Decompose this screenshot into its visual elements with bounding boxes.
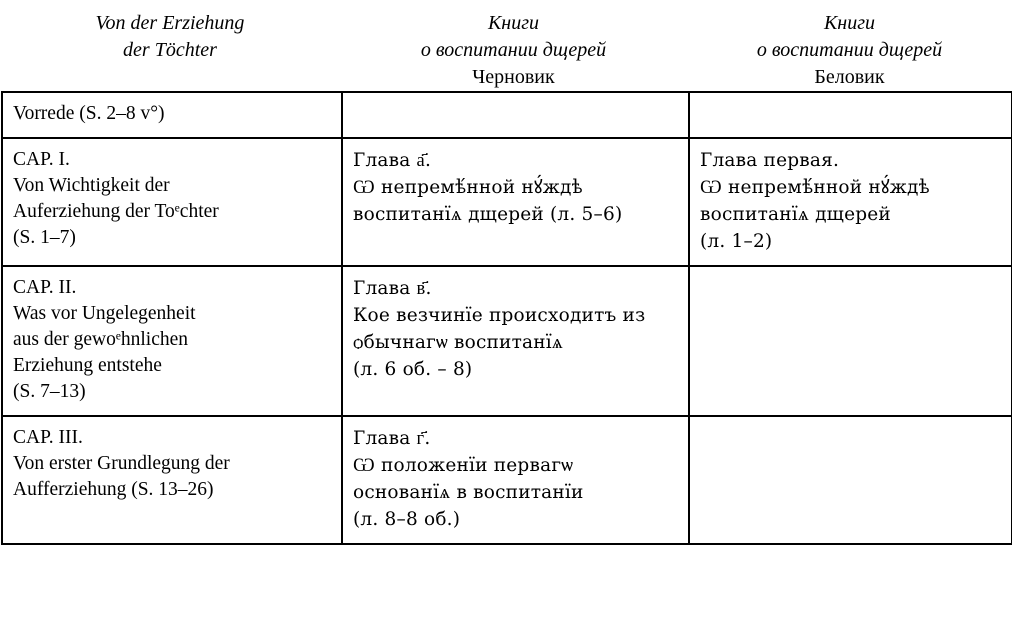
- fair-text-line: Ѡ непремѣ́нной нꙋ́ждѣ: [700, 177, 930, 198]
- cell-draft-cap2: [342, 266, 689, 416]
- german-text-line: (S. 1–7): [13, 227, 76, 248]
- column-header-draft-line1: Книги: [487, 12, 539, 34]
- cell-fair-cap3: [689, 416, 1012, 544]
- cell-draft-cap3: [342, 416, 689, 544]
- cell-german-vorrede: [2, 92, 342, 138]
- draft-text-line: Ѡ положенїи первагѡ: [353, 455, 574, 476]
- table-row: [2, 92, 1012, 138]
- draft-text-line: Глава г҃.: [353, 428, 431, 449]
- german-text-line: CAP. II.: [13, 277, 77, 298]
- draft-text-line: Кое везчинїе происходитъ из: [353, 305, 646, 326]
- german-text-line: Was vor Ungelegenheit: [13, 303, 196, 324]
- german-text-line: Vorrede (S. 2–8 v°): [13, 103, 165, 124]
- german-text-line: CAP. I.: [13, 149, 70, 170]
- cell-fair-cap1: [689, 138, 1012, 266]
- column-header-fair: [687, 10, 1012, 91]
- column-header-draft-line2: о воспитании дщерей: [420, 39, 607, 61]
- fair-text-line: Глава первая.: [700, 150, 840, 171]
- german-text-line: Auferziehung der Toᵉchter: [13, 201, 219, 222]
- cell-draft-cap1: [342, 138, 689, 266]
- column-header-fair-line2: о воспитании дщерей: [756, 39, 943, 61]
- draft-folio-reference: (л. 8–8 об.): [353, 509, 461, 530]
- draft-text-line: Глава а҃.: [353, 150, 432, 171]
- draft-text-line: ѻбычнагѡ воспитанїѧ: [353, 332, 564, 353]
- german-text-line: Erziehung entstehe: [13, 355, 162, 376]
- cell-fair-cap2: [689, 266, 1012, 416]
- german-text-line: (S. 7–13): [13, 381, 86, 402]
- cell-german-cap3: [2, 416, 342, 544]
- cell-fair-vorrede: [689, 92, 1012, 138]
- draft-folio-reference: (л. 6 об. – 8): [353, 359, 473, 380]
- draft-text-line: воспитанїѧ дщерей (л. 5–6): [353, 204, 623, 225]
- column-header-german-line1: Von der Erziehung: [95, 12, 245, 34]
- table-row: [2, 266, 1012, 416]
- german-text-line: Aufferziehung (S. 13–26): [13, 479, 214, 500]
- cell-draft-vorrede: [342, 92, 689, 138]
- column-header-german: [0, 10, 340, 91]
- table-header-row: [0, 0, 1012, 91]
- german-text-line: Von erster Grundlegung der: [13, 453, 230, 474]
- column-header-draft: [340, 10, 687, 91]
- german-text-line: CAP. III.: [13, 427, 83, 448]
- column-header-german-line2: der Töchter: [123, 39, 217, 61]
- cell-german-cap2: [2, 266, 342, 416]
- concordance-table: [1, 91, 1012, 545]
- german-text-line: aus der gewoᵉhnlichen: [13, 329, 189, 350]
- column-header-draft-subtitle: Черновик: [472, 66, 555, 88]
- draft-text-line: основанїѧ в воспитанїи: [353, 482, 584, 503]
- fair-text-line: воспитанїѧ дщерей: [700, 204, 891, 225]
- table-row: [2, 416, 1012, 544]
- column-header-fair-subtitle: Беловик: [814, 66, 885, 88]
- fair-folio-reference: (л. 1–2): [700, 231, 773, 252]
- table-row: [2, 138, 1012, 266]
- draft-text-line: Глава в҃.: [353, 278, 432, 299]
- german-text-line: Von Wichtigkeit der: [13, 175, 170, 196]
- cell-german-cap1: [2, 138, 342, 266]
- draft-text-line: Ѡ непремѣ́нной нꙋ́ждѣ: [353, 177, 583, 198]
- column-header-fair-line1: Книги: [823, 12, 875, 34]
